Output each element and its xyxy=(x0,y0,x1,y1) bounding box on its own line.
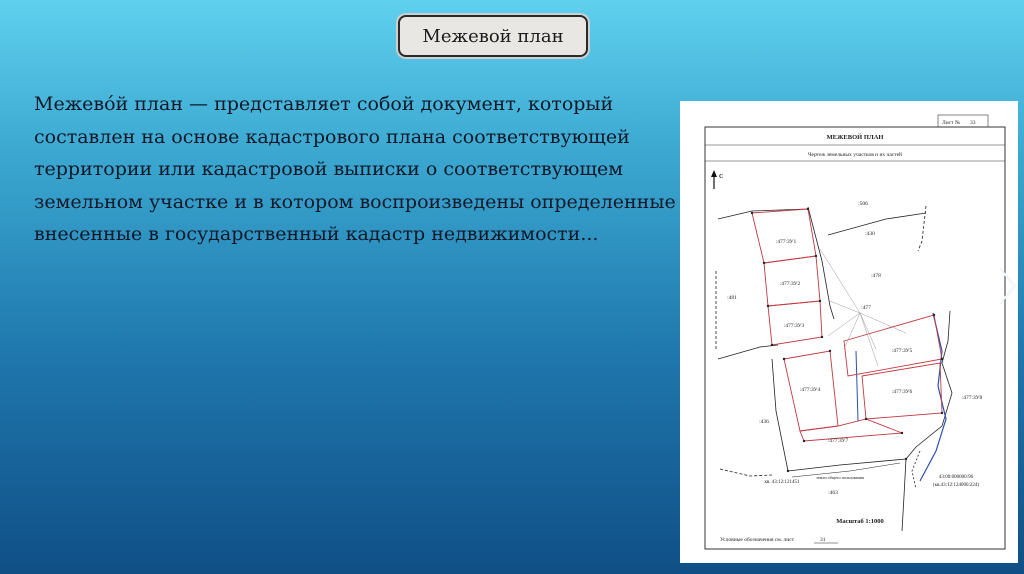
legend-sheet-number: 31 xyxy=(820,537,826,543)
parcel-label-477: :477 xyxy=(861,305,871,311)
north-label: С xyxy=(719,174,724,180)
road-label: земли общего пользования xyxy=(816,475,864,480)
doc-subtitle: Чертеж земельных участков и их частей xyxy=(807,152,903,158)
cadastral-block-3: (кв.43:12:124000:224) xyxy=(932,483,980,488)
parcel-label-436: :436 xyxy=(759,419,769,425)
parcel-label-zu2: :477:ЗУ2 xyxy=(779,281,801,287)
parcel-label-zu4: :477:ЗУ4 xyxy=(799,387,821,393)
parcel-label-zu3: :477:ЗУ3 xyxy=(783,323,805,329)
map-scale: Масштаб 1:1000 xyxy=(836,518,884,525)
parcel-label-zu5: :477:ЗУ5 xyxy=(891,348,913,354)
sheet-label: Лист № xyxy=(942,120,961,126)
parcel-label-zu7: :477:ЗУ7 xyxy=(827,438,849,444)
stream-line xyxy=(920,313,946,481)
chevron-right-icon[interactable] xyxy=(998,266,1018,306)
legend-label: Условные обозначения см. лист xyxy=(720,537,795,543)
parcel-label-430: :430 xyxy=(865,231,875,237)
cadastral-block-2: 43:00:000000:96 xyxy=(938,475,974,480)
boundary-plan-drawing xyxy=(680,101,1018,563)
boundary-plan-document xyxy=(680,101,1018,563)
cadastral-block-1: кв. 43:12:121451 xyxy=(764,480,800,485)
parcel-label-zu8: :477:ЗУ8 xyxy=(961,395,983,401)
parcel-label-zu6: :477:ЗУ6 xyxy=(891,389,913,395)
adjacent-parcel-boundaries xyxy=(716,206,952,531)
doc-header-title: МЕЖЕВОЙ ПЛАН xyxy=(826,134,884,141)
slide-title: Межевой план xyxy=(398,15,588,57)
parcel-label-481: :481 xyxy=(727,295,737,301)
parcel-label-478: :478 xyxy=(871,273,881,279)
road-line xyxy=(856,351,858,421)
slide-description: Межевóй план — представляет собой документ, который составлен на основе кадастрового плана соответствующей территории или кадастровой выписки о соответствующем земельном участке и в котором воспроизведены определенные внесенные в государственный кадастр недвижимости... xyxy=(34,93,676,245)
sheet-number: 33 xyxy=(970,120,976,126)
parcel-label-zu1: :477:ЗУ1 xyxy=(775,239,797,245)
north-arrow-icon xyxy=(711,170,717,189)
parcel-label-463: :463 xyxy=(828,490,838,496)
parcel-label-506: :506 xyxy=(858,201,868,207)
